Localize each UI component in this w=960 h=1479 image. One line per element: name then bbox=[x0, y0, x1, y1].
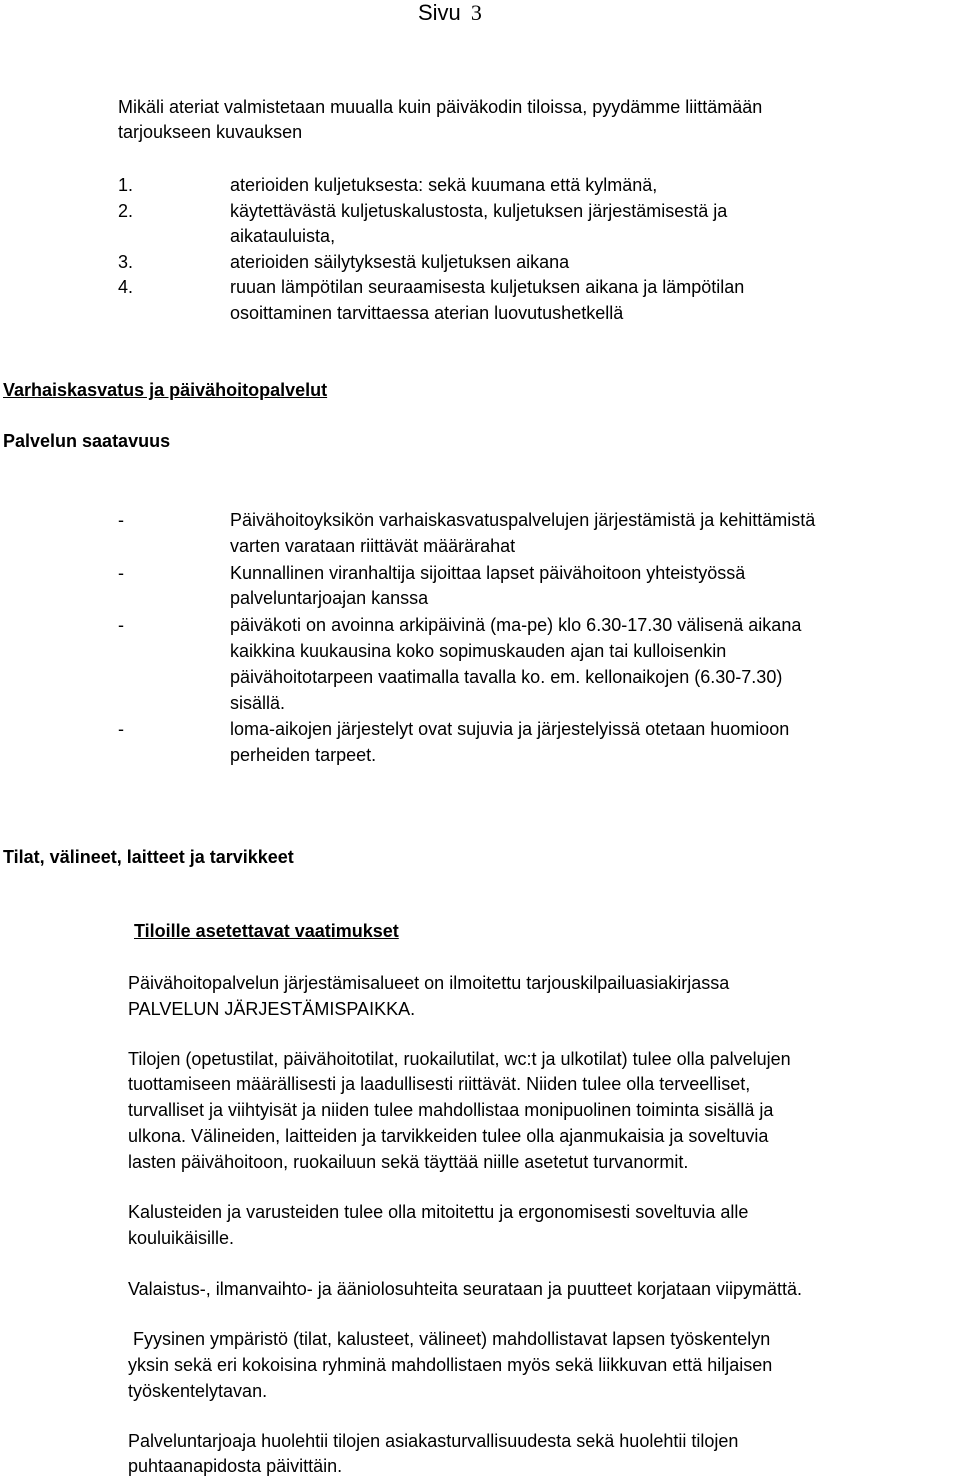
list-number: 4. bbox=[118, 277, 134, 297]
paragraph-line: tuottamiseen määrällisesti ja laadullisesti riittävät. Niiden tulee olla terveelliset, bbox=[128, 1074, 751, 1094]
intro-line-1: Mikäli ateriat valmistetaan muualla kuin päiväkodin tiloissa, pyydämme liittämään bbox=[118, 97, 763, 117]
dash-item-text: Kunnallinen viranhaltija sijoittaa lapset päivähoitoon yhteistyössä bbox=[230, 563, 746, 583]
paragraph-line: työskentelytavan. bbox=[128, 1381, 268, 1401]
page-label: Sivu bbox=[418, 0, 461, 25]
dash-item-text: perheiden tarpeet. bbox=[230, 745, 377, 765]
dash-item-text: Päivähoitoyksikön varhaiskasvatuspalvelujen järjestämistä ja kehittämistä bbox=[230, 510, 816, 530]
dash-item-text: varten varataan riittävät määrärahat bbox=[230, 536, 516, 556]
list-item-text: ruuan lämpötilan seuraamisesta kuljetuksen aikana ja lämpötilan bbox=[230, 277, 745, 297]
paragraph-line: kouluikäisille. bbox=[128, 1228, 235, 1248]
list-number: 3. bbox=[118, 252, 134, 272]
list-number: 2. bbox=[118, 201, 134, 221]
dash-item-text: loma-aikojen järjestelyt ovat sujuvia ja järjestelyissä otetaan huomioon bbox=[230, 719, 790, 739]
page-number: 3 bbox=[470, 0, 482, 25]
paragraph-line: Päivähoitopalvelun järjestämisalueet on ilmoitettu tarjouskilpailuasiakirjassa bbox=[128, 973, 730, 993]
paragraph-line: Kalusteiden ja varusteiden tulee olla mitoitettu ja ergonomisesti soveltuvia alle bbox=[128, 1202, 749, 1222]
paragraph-line: puhtaanapidosta päivittäin. bbox=[128, 1456, 343, 1476]
list-item-text: aikatauluista, bbox=[230, 226, 336, 246]
dash-bullet: - bbox=[118, 719, 124, 739]
paragraph-line: Tilojen (opetustilat, päivähoitotilat, ruokailutilat, wc:t ja ulkotilat) tulee olla palvelujen bbox=[128, 1049, 791, 1069]
list-item-text: käytettävästä kuljetuskalustosta, kuljetuksen järjestämisestä ja bbox=[230, 201, 728, 221]
list-item-text: aterioiden säilytyksestä kuljetuksen aikana bbox=[230, 252, 570, 272]
dash-bullet: - bbox=[118, 510, 124, 530]
dash-bullet: - bbox=[118, 615, 124, 635]
section-subheading: Palvelun saatavuus bbox=[3, 431, 171, 451]
dash-item-text: päivähoitotarpeen vaatimalla tavalla ko. em. kellonaikojen (6.30-7.30) bbox=[230, 667, 783, 687]
paragraph-line: lasten päivähoitoon, ruokailuun sekä täyttää niille asetetut turvanormit. bbox=[128, 1152, 689, 1172]
paragraph-line: yksin sekä eri kokoisina ryhminä mahdollistaen myös sekä liikkuvan että hiljaisen bbox=[128, 1355, 773, 1375]
paragraph-line: ulkona. Välineiden, laitteiden ja tarvikkeiden tulee olla ajanmukaisia ja soveltuvia bbox=[128, 1126, 769, 1146]
dash-bullet: - bbox=[118, 563, 124, 583]
list-item-text: osoittaminen tarvittaessa aterian luovutushetkellä bbox=[230, 303, 624, 323]
paragraph-line: Palveluntarjoaja huolehtii tilojen asiakasturvallisuudesta sekä huolehtii tilojen bbox=[128, 1431, 739, 1451]
list-item-text: aterioiden kuljetuksesta: sekä kuumana että kylmänä, bbox=[230, 175, 658, 195]
paragraph-line: turvalliset ja viihtyisät ja niiden tulee mahdollistaa monipuolinen toiminta sisällä ja bbox=[128, 1100, 774, 1120]
section-heading: Tilat, välineet, laitteet ja tarvikkeet bbox=[3, 847, 294, 867]
section-heading: Varhaiskasvatus ja päivähoitopalvelut bbox=[3, 380, 328, 400]
paragraph-line: Fyysinen ympäristö (tilat, kalusteet, välineet) mahdollistavat lapsen työskentelyn bbox=[128, 1329, 771, 1349]
paragraph-line: PALVELUN JÄRJESTÄMISPAIKKA. bbox=[128, 999, 416, 1019]
intro-line-2: tarjoukseen kuvauksen bbox=[118, 122, 303, 142]
dash-item-text: sisällä. bbox=[230, 693, 286, 713]
page-header bbox=[418, 0, 482, 26]
paragraph-line: Valaistus-, ilmanvaihto- ja ääniolosuhteita seurataan ja puutteet korjataan viipymättä. bbox=[128, 1279, 803, 1299]
list-number: 1. bbox=[118, 175, 134, 195]
dash-item-text: palveluntarjoajan kanssa bbox=[230, 588, 429, 608]
section-subheading: Tiloille asetettavat vaatimukset bbox=[134, 921, 399, 941]
dash-item-text: kaikkina kuukausina koko sopimuskauden ajan tai kulloisenkin bbox=[230, 641, 727, 661]
dash-item-text: päiväkoti on avoinna arkipäivinä (ma-pe) klo 6.30-17.30 välisenä aikana bbox=[230, 615, 802, 635]
